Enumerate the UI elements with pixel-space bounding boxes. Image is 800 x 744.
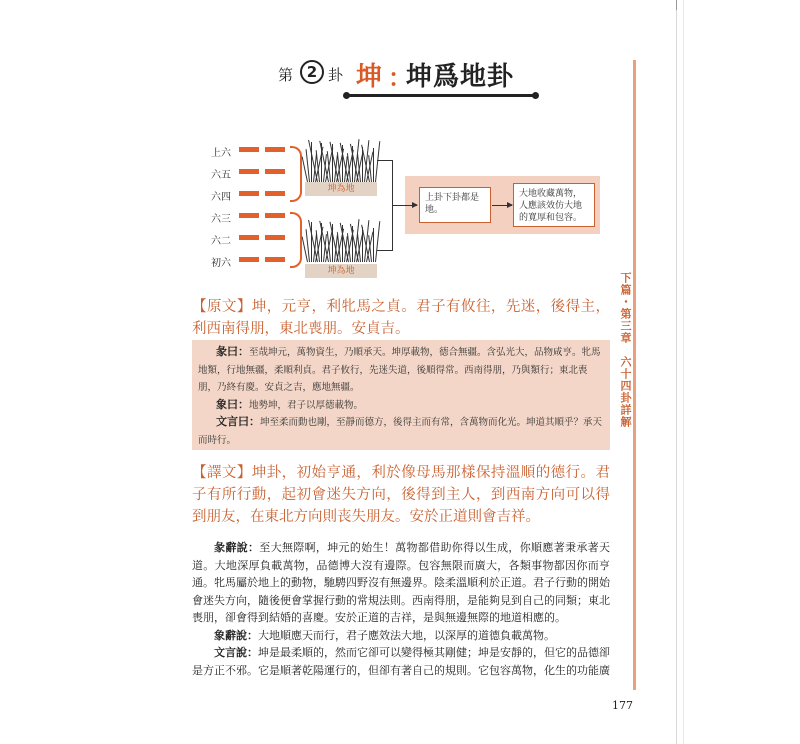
upper-trigram-brace (290, 146, 302, 202)
commentary-tuan: 彖曰：至哉坤元，萬物資生，乃順承天。坤厚載物，德合無疆。含弘光大，品物咸亨。牝馬地類，行地無疆，柔順利貞。君子攸行，先迷失道，後順得常。西南得朋，乃與類行；東北喪朋，乃終有慶。安貞之吉，應地無疆。 (198, 346, 601, 393)
connector-line (377, 160, 393, 161)
yao-label: 六三 (211, 214, 231, 225)
yin-line-segment (239, 213, 259, 218)
yin-line-segment (265, 169, 285, 174)
explanation-xiang: 象辭說：大地順應天而行，君子應效法大地，以深厚的道德負載萬物。 (214, 629, 555, 642)
explanation-wenyan: 文言說：坤是最柔順的，然而它卻可以變得極其剛健；坤是安靜的，但它的品德卻是方正不邪。它是順著乾陽運行的，但卻有著自己的規則。它包容萬物，化生的功能廣 (192, 647, 610, 677)
page-title: 坤爲地卦 (406, 62, 515, 92)
yao-label: 六二 (211, 236, 231, 247)
yin-line-segment (239, 169, 259, 174)
page-edge-tick (676, 0, 677, 10)
yin-line-segment (265, 213, 285, 218)
header-gua-char: 坤 (356, 62, 383, 92)
connector-line (377, 250, 393, 251)
bottom-trigram-caption: 坤為地 (305, 264, 377, 278)
chapter-side-label: 下篇・第三章 六十四卦詳解 (619, 272, 632, 428)
chapter-header (278, 56, 548, 90)
arrow-right-icon (492, 205, 512, 206)
yao-label: 上六 (211, 148, 231, 159)
arrow-right-icon (393, 205, 417, 206)
yao-label: 六四 (211, 192, 231, 203)
commentary-wenyan: 文言曰：坤至柔而動也剛，至靜而德方，後得主而有常，含萬物而化光。坤道其順乎？承天而時行。 (198, 416, 603, 446)
yin-line-segment (239, 257, 259, 262)
yao-label: 初六 (211, 258, 231, 269)
yin-line-segment (265, 257, 285, 262)
lower-trigram-brace (290, 212, 302, 268)
commentary-block (192, 340, 610, 450)
yin-line-segment (239, 235, 259, 240)
yin-line-segment (265, 191, 285, 196)
yin-line-segment (239, 147, 259, 152)
yin-line-segment (265, 235, 285, 240)
top-trigram-caption: 坤為地 (305, 182, 377, 196)
page-edge-line-inner (683, 0, 684, 744)
diagram-box-1: 上卦下卦都是地。 (419, 187, 491, 223)
yin-line-segment (239, 191, 259, 196)
grass-illustration-bottom (305, 216, 377, 262)
explanation-block (192, 540, 610, 680)
commentary-xiang: 象曰：地勢坤，君子以厚德載物。 (216, 398, 364, 411)
header-prefix: 第 (278, 66, 294, 84)
chapter-side-bar (633, 60, 636, 690)
hexagram-diagram (195, 130, 605, 290)
header-number-badge: 2 (300, 60, 324, 84)
explanation-tuan: 彖辭說：至大無際啊，坤元的始生！萬物都借助你得以生成，你順應著秉承著天道。大地深厚負載萬物，品德博大沒有邊際。包容無限而廣大，各類事物都因你而亨通。牝馬屬於地上的動物，馳騁四野沒有無邊界。陰柔溫順利於正道。君子行動的開始會迷失方向，隨後便會掌握行動的常規法則。西南得朋，是能夠見到自己的同類；東北喪朋，卻會得到結婚的喜慶。安於正道的吉祥，是與無邊無際的地道相應的。 (192, 542, 611, 624)
header-suffix: 卦 (328, 66, 344, 84)
page-edge-line (676, 0, 677, 744)
translation-text: 【譯文】坤卦，初始亨通，利於像母馬那樣保持溫順的德行。君子有所行動，起初會迷失方向，後得到主人，到西南方向可以得到朋友，在東北方向則丧失朋友。安於正道則會吉祥。 (192, 465, 610, 525)
header-underline (346, 94, 536, 97)
grass-illustration-top (305, 136, 377, 182)
yin-line-segment (265, 147, 285, 152)
page-number: 177 (612, 699, 633, 712)
yao-label: 六五 (211, 170, 231, 181)
diagram-box-2: 大地收藏萬物，人應該效仿大地的寬厚和包容。 (513, 183, 595, 227)
header-colon: ： (388, 64, 412, 92)
original-text: 【原文】坤，元亨，利牝馬之貞。君子有攸往，先迷，後得主，利西南得朋，東北喪朋。安貞吉。 (192, 299, 610, 337)
